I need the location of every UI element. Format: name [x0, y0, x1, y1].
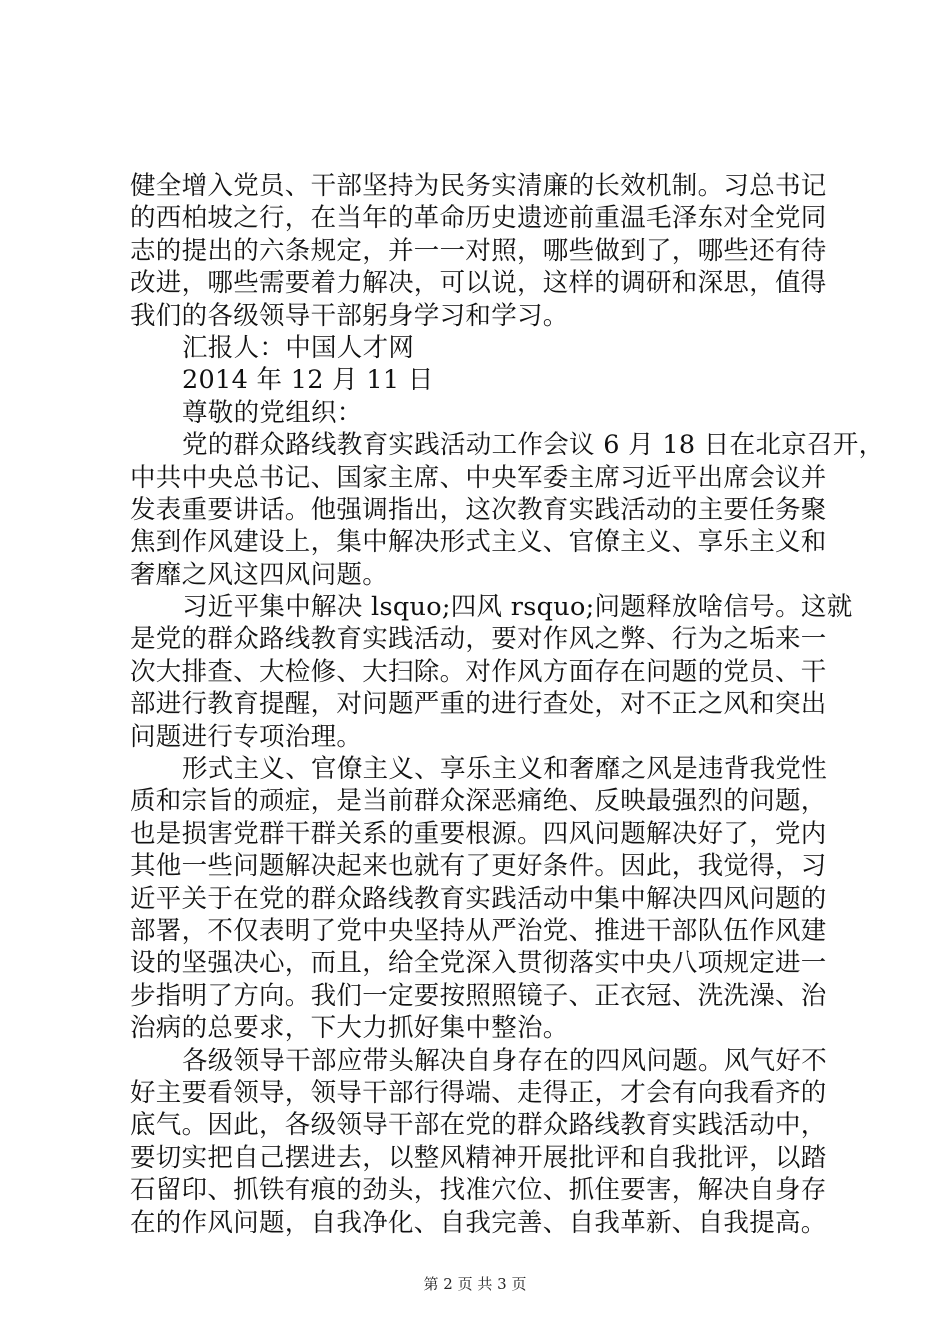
text-line: 在的作风问题，自我净化、自我完善、自我革新、自我提高。 [130, 1207, 827, 1238]
text-line: 尊敬的党组织： [182, 397, 363, 428]
text-line: 治病的总要求，下大力抓好集中整治。 [130, 1013, 569, 1044]
document-body [130, 170, 885, 1239]
text-line: 设的坚强决心，而且，给全党深入贯彻落实中央八项规定进一 [130, 948, 827, 979]
text-line: 要切实把自己摆进去，以整风精神开展批评和自我批评，以踏 [130, 1142, 827, 1173]
text-line: 部进行教育提醒，对问题严重的进行查处，对不正之风和突出 [130, 689, 827, 720]
text-line: 健全增入党员、干部坚持为民务实清廉的长效机制。习总书记 [130, 171, 827, 201]
text-line: 问题进行专项治理。 [130, 721, 363, 752]
text-line: 改进，哪些需要着力解决，可以说，这样的调研和深思，值得 [130, 268, 827, 299]
text-line: 各级领导干部应带头解决自身存在的四风问题。风气好不 [182, 1045, 828, 1076]
text-line: 发表重要讲话。他强调指出，这次教育实践活动的主要任务聚 [130, 494, 827, 525]
text-line: 部署，不仅表明了党中央坚持从严治党、推进干部队伍作风建 [130, 915, 827, 946]
text-line: 焦到作风建设上，集中解决形式主义、官僚主义、享乐主义和 [130, 527, 827, 558]
text-line: 中共中央总书记、国家主席、中央军委主席习近平出席会议并 [130, 462, 827, 493]
text-line: 的西柏坡之行，在当年的革命历史遗迹前重温毛泽东对全党同 [130, 203, 827, 234]
text-line: 党的群众路线教育实践活动工作会议 6 月 18 日在北京召开， [182, 430, 885, 461]
text-line: 其他一些问题解决起来也就有了更好条件。因此，我觉得，习 [130, 851, 827, 882]
text-line: 也是损害党群干群关系的重要根源。四风问题解决好了，党内 [130, 818, 827, 849]
text-line: 奢靡之风这四风问题。 [130, 559, 389, 590]
text-line: 志的提出的六条规定，并一一对照，哪些做到了，哪些还有待 [130, 235, 827, 266]
page-number-footer: 第 2 页 共 3 页 [423, 1275, 527, 1293]
text-line: 好主要看领导，领导干部行得端、走得正，才会有向我看齐的 [130, 1077, 827, 1108]
text-line: 质和宗旨的顽症，是当前群众深恶痛绝、反映最强烈的问题， [130, 786, 827, 817]
text-line: 石留印、抓铁有痕的劲头，找准穴位、抓住要害，解决自身存 [130, 1175, 827, 1206]
text-line: 习近平集中解决 lsquo;四风 rsquo;问题释放啥信号。这就 [182, 592, 853, 623]
text-line: 是党的群众路线教育实践活动，要对作风之弊、行为之垢来一 [130, 624, 827, 655]
text-line: 次大排查、大检修、大扫除。对作风方面存在问题的党员、干 [130, 656, 827, 687]
text-line: 汇报人：中国人才网 [182, 332, 415, 363]
text-line: 近平关于在党的群众路线教育实践活动中集中解决四风问题的 [130, 883, 827, 914]
text-line: 步指明了方向。我们一定要按照照镜子、正衣冠、洗洗澡、治 [130, 980, 827, 1011]
text-line: 2014 年 12 月 11 日 [182, 365, 434, 396]
text-line: 底气。因此，各级领导干部在党的群众路线教育实践活动中， [130, 1110, 827, 1141]
text-line: 形式主义、官僚主义、享乐主义和奢靡之风是违背我党性 [182, 754, 828, 785]
text-line: 我们的各级领导干部躬身学习和学习。 [130, 300, 569, 331]
